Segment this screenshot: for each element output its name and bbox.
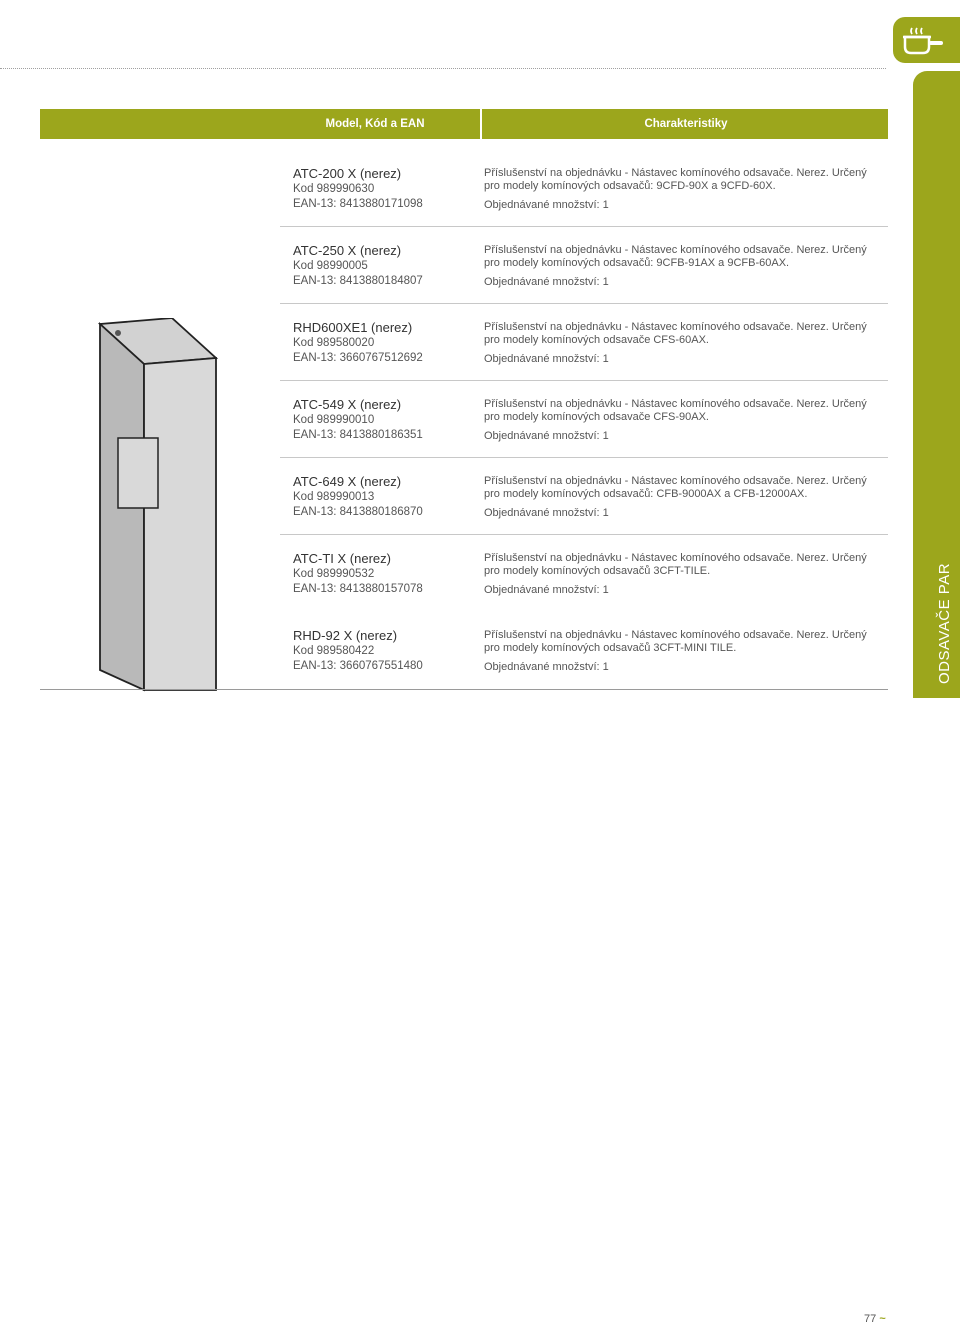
model-ean: EAN-13: 3660767512692 [293,352,423,364]
model-ean: EAN-13: 8413880157078 [293,583,423,595]
table-header [40,109,888,139]
model-code: Kod 989990013 [293,491,375,503]
model-code: Kod 989990630 [293,183,375,195]
model-ean: EAN-13: 8413880186870 [293,506,423,518]
page-number-value: 77 [864,1313,877,1325]
model-name: RHD-92 X (nerez) [293,628,398,643]
table-row [280,551,888,611]
section-label: ODSAVAČE PAR [936,562,953,684]
order-quantity: Objednávané množství: 1 [484,430,609,442]
description: Příslušenství na objednávku - Nástavec komínového odsavače. Nerez. Určený pro modely komínových odsavačů: 9CFD-90X a 9CFD-60X. [484,167,867,192]
model-name: ATC-250 X (nerez) [293,243,402,258]
order-quantity: Objednávané množství: 1 [484,199,609,211]
description: Příslušenství na objednávku - Nástavec komínového odsavače. Nerez. Určený pro modely komínových odsavačů 3CFT-MINI TILE. [484,629,867,654]
model-name: ATC-200 X (nerez) [293,166,402,181]
model-name: ATC-649 X (nerez) [293,474,402,489]
page-number-mark: ~ [879,1313,886,1325]
table-row [280,320,888,381]
order-quantity: Objednávané množství: 1 [484,507,609,519]
model-ean: EAN-13: 3660767551480 [293,660,423,672]
table-row [280,474,888,535]
table-bottom-border [40,689,888,690]
category-badge [893,17,960,63]
table-row [280,397,888,458]
header-characteristics: Charakteristiky [480,109,890,139]
cooking-pot-icon [901,25,947,57]
chimney-extension-image [98,318,218,698]
model-ean: EAN-13: 8413880171098 [293,198,423,210]
table-row [280,243,888,304]
model-name: ATC-549 X (nerez) [293,397,402,412]
order-quantity: Objednávané množství: 1 [484,353,609,365]
model-ean: EAN-13: 8413880186351 [293,429,423,441]
order-quantity: Objednávané množství: 1 [484,276,609,288]
description: Příslušenství na objednávku - Nástavec komínového odsavače. Nerez. Určený pro modely komínových odsavačů: CFB-9000AX a CFB-12000AX. [484,475,867,500]
description: Příslušenství na objednávku - Nástavec komínového odsavače. Nerez. Určený pro modely komínových odsavače CFS-60AX. [484,321,867,346]
model-code: Kod 989580020 [293,337,375,349]
model-name: ATC-TI X (nerez) [293,551,391,566]
model-code: Kod 98990005 [293,260,368,272]
order-quantity: Objednávané množství: 1 [484,661,609,673]
header-model: Model, Kód a EAN [325,118,425,130]
model-ean: EAN-13: 8413880184807 [293,275,423,287]
description: Příslušenství na objednávku - Nástavec komínového odsavače. Nerez. Určený pro modely komínových odsavače CFS-90AX. [484,398,867,423]
model-name: RHD600XE1 (nerez) [293,320,413,335]
model-code: Kod 989580422 [293,645,375,657]
model-code: Kod 989990532 [293,568,375,580]
dotted-divider [0,68,886,69]
model-code: Kod 989990010 [293,414,375,426]
page-number [864,1313,886,1325]
order-quantity: Objednávané množství: 1 [484,584,609,596]
table-row [280,628,888,688]
table-row [280,166,888,227]
description: Příslušenství na objednávku - Nástavec komínového odsavače. Nerez. Určený pro modely komínových odsavačů: 9CFB-91AX a 9CFB-60AX. [484,244,867,269]
description: Příslušenství na objednávku - Nástavec komínového odsavače. Nerez. Určený pro modely komínových odsavačů 3CFT-TILE. [484,552,867,577]
